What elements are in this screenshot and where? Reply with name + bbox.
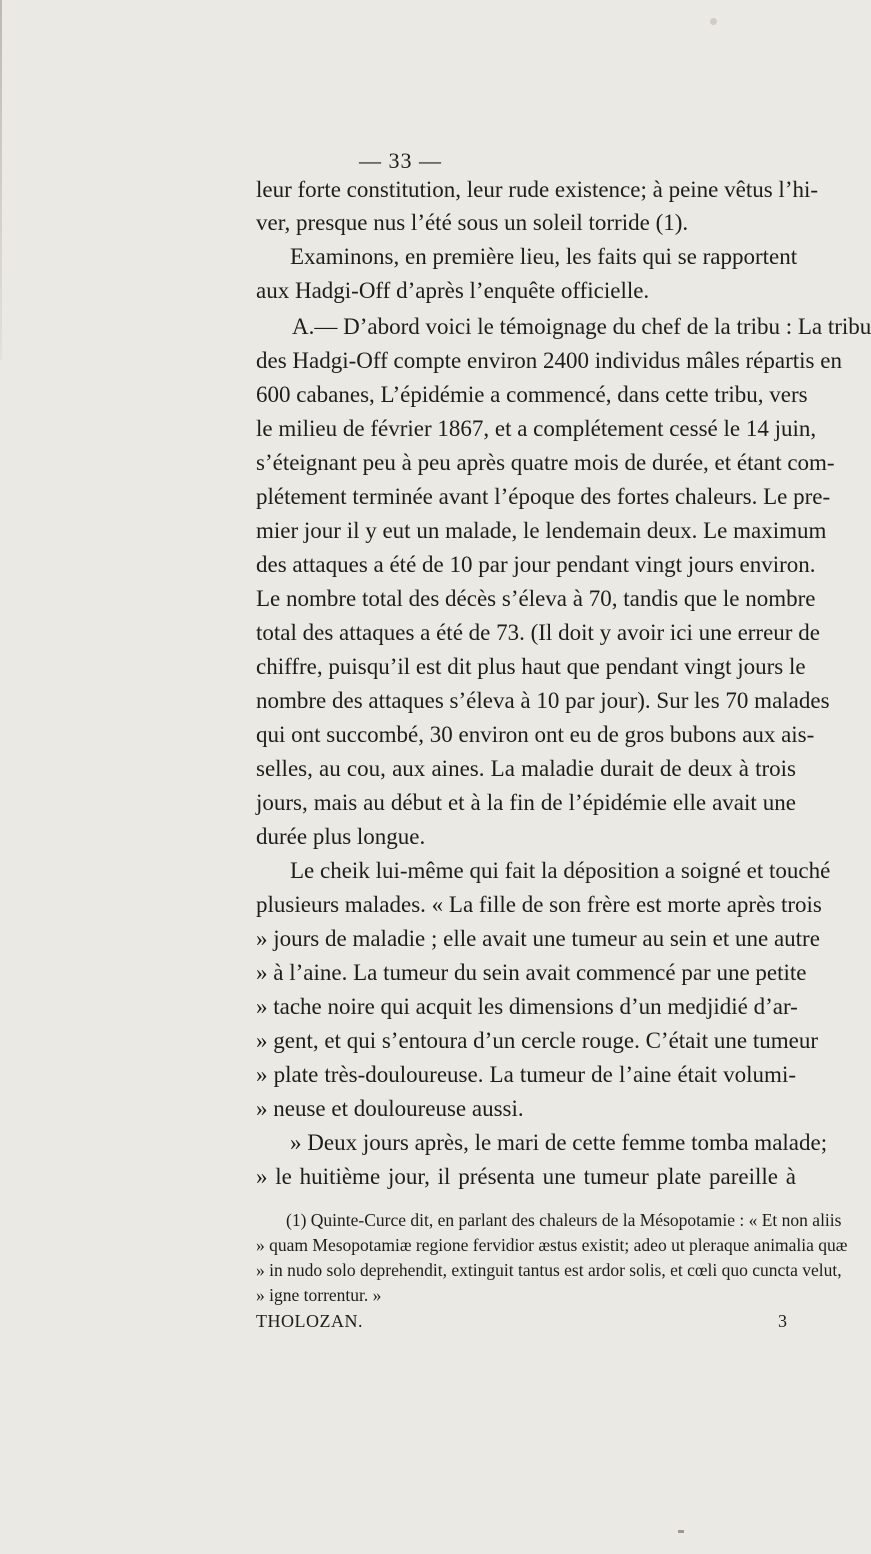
text-line: » Deux jours après, le mari de cette femme tomba malade; (290, 1130, 828, 1155)
text-line: Examinons, en première lieu, les faits qui se rapportent (290, 244, 798, 269)
page-number-header: — 33 — (359, 148, 442, 173)
text-line: plusieurs malades. « La fille de son frère est morte après trois (256, 892, 822, 917)
footnote-line: (1) Quinte-Curce dit, en parlant des chaleurs de la Mésopotamie : « Et non aliis (286, 1210, 842, 1230)
scan-mark (678, 1530, 684, 1533)
printer-signature: THOLOZAN. (256, 1311, 363, 1331)
text-line: mier jour il y eut un malade, le lendemain deux. Le maximum (256, 518, 827, 543)
text-line: » neuse et douloureuse aussi. (256, 1096, 524, 1121)
footnote-line: » quam Mesopotamiæ regione fervidior æstus existit; adeo ut pleraque animalia quæ (256, 1235, 848, 1255)
text-line: qui ont succombé, 30 environ ont eu de gros bubons aux ais- (256, 722, 815, 747)
text-line: » gent, et qui s’entoura d’un cercle rouge. C’était une tumeur (256, 1028, 819, 1053)
text-line: » plate très-douloureuse. La tumeur de l’aine était volumi- (256, 1062, 796, 1087)
text-line: des attaques a été de 10 par jour pendant vingt jours environ. (256, 552, 816, 577)
text-line: » à l’aine. La tumeur du sein avait commencé par une petite (256, 960, 807, 985)
text-line: jours, mais au début et à la fin de l’épidémie elle avait une (256, 790, 796, 815)
footnote-line: » in nudo solo deprehendit, extinguit tantus est ardor solis, et cœli quo cuncta velut, (256, 1260, 842, 1280)
page-edge-shadow (0, 0, 2, 360)
text-line: » le huitième jour, il présenta une tumeur plate pareille à (256, 1164, 796, 1189)
text-line: total des attaques a été de 73. (Il doit y avoir ici une erreur de (256, 620, 820, 645)
text-line: aux Hadgi-Off d’après l’enquête officielle. (256, 278, 650, 303)
text-line: selles, au cou, aux aines. La maladie durait de deux à trois (256, 756, 796, 781)
text-line: A.— D’abord voici le témoignage du chef de la tribu : La tribu (292, 314, 871, 339)
text-line: nombre des attaques s’éleva à 10 par jour). Sur les 70 malades (256, 688, 830, 713)
signature-number: 3 (778, 1311, 787, 1331)
text-line: 600 cabanes, L’épidémie a commencé, dans cette tribu, vers (256, 382, 808, 407)
text-line: s’éteignant peu à peu après quatre mois de durée, et étant com- (256, 450, 835, 475)
footnote-line: » igne torrentur. » (256, 1285, 382, 1305)
text-line: Le nombre total des décès s’éleva à 70, tandis que le nombre (256, 586, 816, 611)
text-line: le milieu de février 1867, et a complétement cessé le 14 juin, (256, 416, 817, 441)
text-line: plétement terminée avant l’époque des fortes chaleurs. Le pre- (256, 484, 831, 509)
text-line: Le cheik lui-même qui fait la déposition a soigné et touché (290, 858, 831, 883)
text-line: » jours de maladie ; elle avait une tumeur au sein et une autre (256, 926, 820, 951)
text-line: » tache noire qui acquit les dimensions d’un medjidié d’ar- (256, 994, 798, 1019)
text-line: durée plus longue. (256, 824, 426, 849)
text-line: chiffre, puisqu’il est dit plus haut que pendant vingt jours le (256, 654, 806, 679)
text-line: des Hadgi-Off compte environ 2400 individus mâles répartis en (256, 348, 842, 373)
paper-speck (710, 18, 717, 25)
text-line: leur forte constitution, leur rude existence; à peine vêtus l’hi- (256, 177, 819, 202)
text-line: ver, presque nus l’été sous un soleil torride (1). (256, 210, 689, 235)
